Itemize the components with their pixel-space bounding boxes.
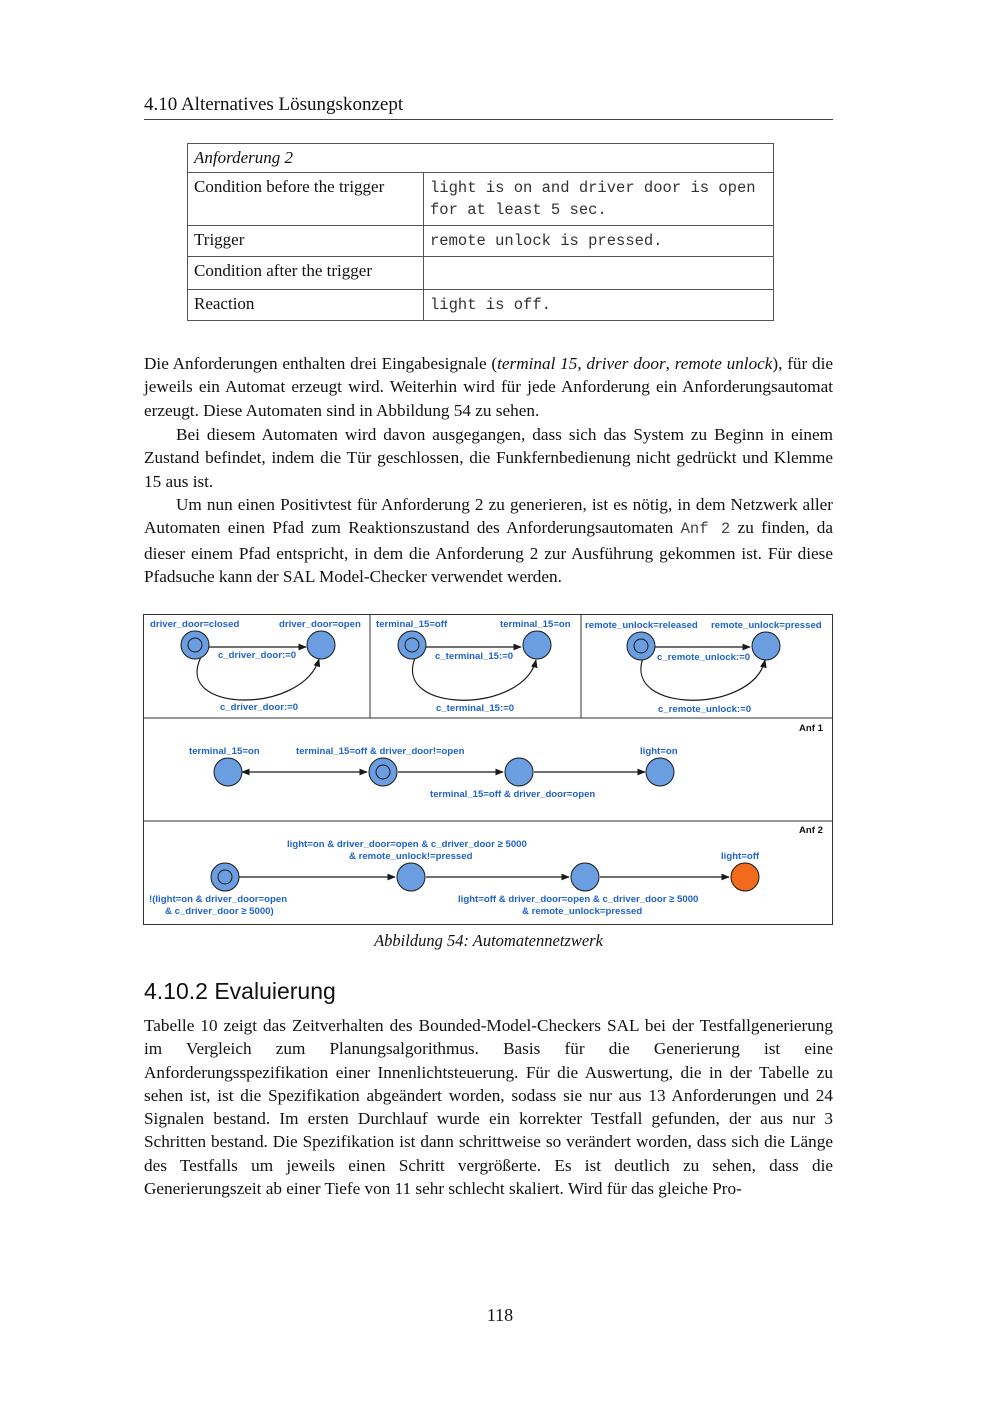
row-value [424,257,774,290]
edge-label: c_remote_unlock:=0 [658,704,752,715]
state-label: terminal_15=on [189,746,260,757]
state-label: terminal_15=on [500,619,571,630]
requirement-table [187,143,774,321]
initial-state [627,632,655,660]
edge-label: light=off & driver_door=open & c_driver_door ≥ 5000 [458,894,699,905]
edge-label: & remote_unlock=pressed [522,906,643,917]
table-row [188,257,774,290]
section-heading: 4.10.2 Evaluierung [144,978,336,1004]
driver-door-automaton [150,619,361,713]
edge-label: terminal_15=off & driver_door=open [430,789,596,800]
state [397,863,425,891]
edge-label: c_driver_door:=0 [218,650,297,661]
text-run: , [665,354,675,373]
state-label: !(light=on & driver_door=open [149,894,288,905]
initial-state [211,863,239,891]
state [571,863,599,891]
edge-label: c_terminal_15:=0 [436,703,515,714]
remote-unlock-automaton [585,620,822,715]
state [752,632,780,660]
edge-arrow [641,658,765,700]
edge-label: & remote_unlock!=pressed [349,851,473,862]
paragraph-initial-state: Bei diesem Automaten wird davon ausgegangen, dass sich das System zu Beginn in einem Zustand befindet, indem die Tür geschlossen, die Funkfernbedienung nicht gedrückt und Klemme 15 aus ist. [144,425,833,491]
initial-state [398,631,426,659]
table-title-row [188,144,774,173]
automaton-tag: Anf 2 [799,825,823,836]
running-header: 4.10 Alternatives Lösungskonzept [144,94,833,120]
anf2-automaton [149,825,823,917]
state-label: remote_unlock=pressed [711,620,822,631]
text-run: , [577,354,587,373]
automaton-network-figure [143,614,833,925]
edge-arrow [197,657,319,700]
row-value: light is on and driver door is open for at least 5 sec. [424,173,774,226]
initial-state [369,758,397,786]
state [646,758,674,786]
edge-label: c_remote_unlock:=0 [657,652,751,663]
state [214,758,242,786]
anf1-automaton [189,723,824,800]
text-run: Um nun einen Positivtest für Anforderung 2 zu generieren, ist es nötig, in dem Netzwerk aller Automaten einen Pfad zum Reaktionszustand des Anforderungsautomaten [144,495,833,538]
state [523,631,551,659]
emph-terminal: terminal 15 [497,354,578,373]
state-label: driver_door=open [279,619,361,630]
figure-caption: Abbildung 54: Automatennetzwerk [374,931,603,950]
text-run: Die Anforderungen enthalten drei Eingabesignale ( [144,354,498,373]
row-label: Condition after the trigger [188,257,424,290]
emph-driver-door: driver door [586,354,666,373]
paragraph-positive-test [144,493,833,588]
state [307,631,335,659]
state-label: terminal_15=off [376,619,448,630]
row-label: Reaction [188,290,424,321]
text-run: zu finden, da dieser einem Pfad entspricht, in dem die Anforderung 2 zur Ausführung gekommen ist. Für diese Pfadsuche kann der SAL Model-Checker verwendet werden. [144,518,833,586]
row-value: remote unlock is pressed. [424,226,774,257]
row-label: Trigger [188,226,424,257]
page-number: 118 [486,1305,514,1325]
automaton-diagram [143,614,833,925]
table-row [188,290,774,321]
initial-state [181,631,209,659]
edge-label: c_terminal_15:=0 [435,651,514,662]
state [505,758,533,786]
paragraph-evaluation: Tabelle 10 zeigt das Zeitverhalten des Bounded-Model-Checkers SAL bei der Testfallgenerierung im Vergleich zum Planungsalgorithmus. Basis für die Generierung ist eine Anforderungsspezifikation einer Innenlichtsteuerung. Für die Auswertung, die in der Tabelle zu sehen ist, ist die Spezifikation abgeändert worden, sodass sie nur aus 13 Anforderungen und 24 Signalen bestand. Im ersten Durchlauf wurde ein korrekter Testfall gefunden, der aus nur 3 Schritten bestand. Die Spezifikation ist dann schrittweise so verändert worden, dass sich die Länge des Testfalls um jeweils einen Schritt vergrößerte. Es ist deutlich zu sehen, dass die Generierungszeit ab einer Tiefe von 11 sehr schlecht skaliert. Wird für das gleiche Pro- [144,1016,833,1199]
edge-label: light=on & driver_door=open & c_driver_door ≥ 5000 [287,839,527,850]
paragraph-signals [144,352,833,422]
state-label: light=off [721,851,760,862]
state-label: light=on [640,746,678,757]
table-row [188,226,774,257]
table-row [188,173,774,226]
inline-code: Anf 2 [680,520,731,539]
row-label: Condition before the trigger [188,173,424,226]
edge-label: c_driver_door:=0 [220,702,299,713]
state-label: driver_door=closed [150,619,240,630]
state-label: terminal_15=off & driver_door!=open [296,746,465,757]
state-label: remote_unlock=released [585,620,698,631]
text-run: ), für die jeweils ein Automat erzeugt wird. Weiterhin wird für jede Anforderung ein Anforderungsautomat erzeugt. Diese Automaten sind in Abbildung 54 zu sehen. [144,354,834,420]
state-label: & c_driver_door ≥ 5000) [165,906,274,917]
reaction-state [731,863,759,891]
emph-remote-unlock: remote unlock [674,354,773,373]
edge-arrow [412,658,536,700]
terminal-automaton [376,619,571,714]
table-title: Anforderung 2 [188,144,774,173]
row-value: light is off. [424,290,774,321]
automaton-tag: Anf 1 [799,723,823,734]
